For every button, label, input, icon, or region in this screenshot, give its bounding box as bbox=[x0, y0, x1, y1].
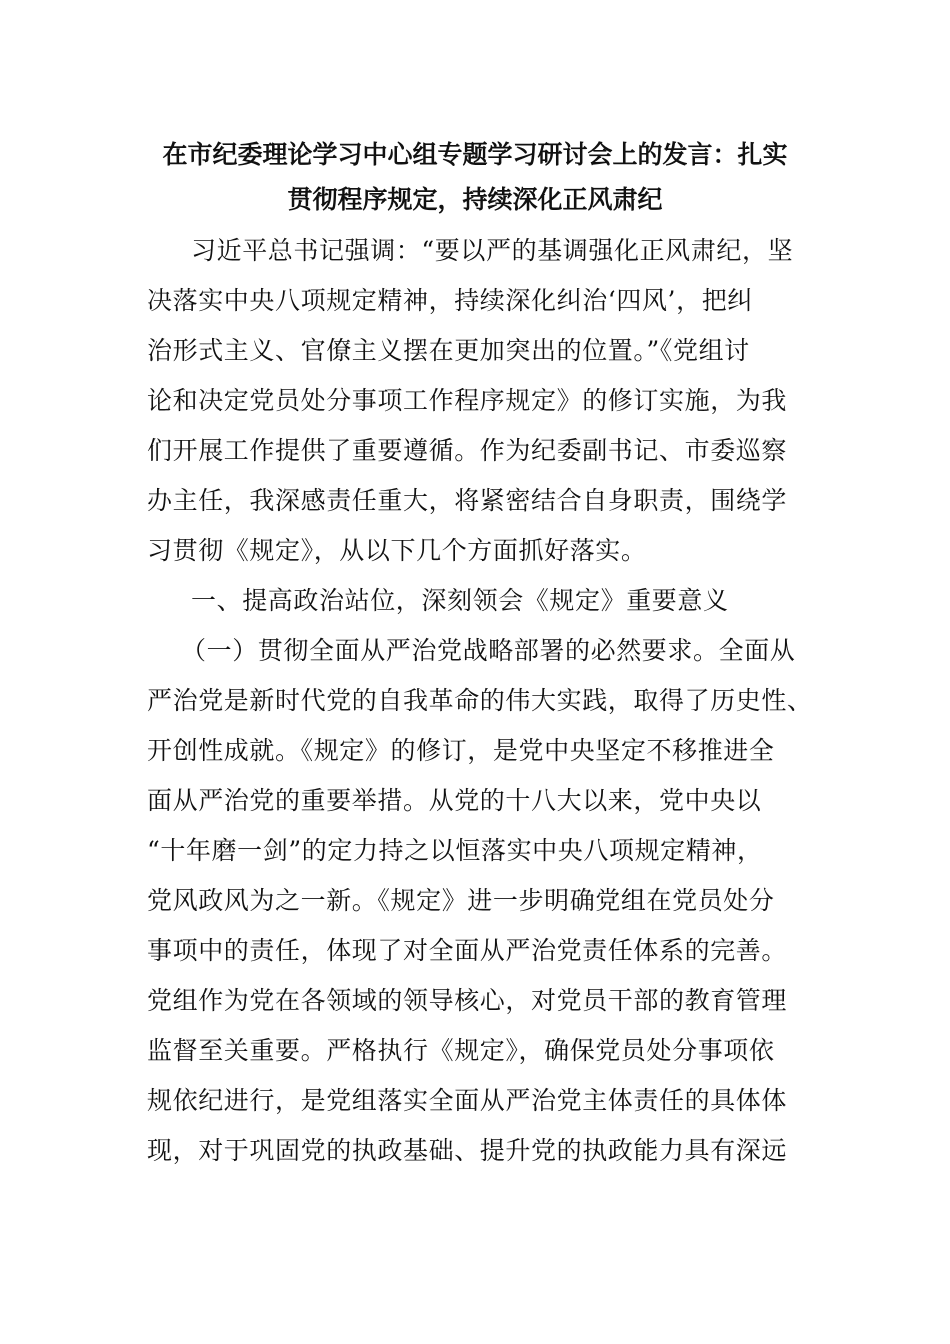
paragraph-line: 规依纪进行，是党组落实全面从严治党主体责任的具体体 bbox=[147, 1086, 788, 1115]
paragraph-line: 监督至关重要。严格执行《规定》，确保党员处分事项依 bbox=[147, 1036, 775, 1065]
paragraph-line: 严治党是新时代党的自我革命的伟大实践，取得了历史性、 bbox=[147, 686, 813, 715]
paragraph-line: 党风政风为之一新。《规定》进一步明确党组在党员处分 bbox=[147, 886, 775, 915]
paragraph-line: 习贯彻《规定》，从以下几个方面抓好落实。 bbox=[147, 536, 647, 565]
document-title-line-1: 在市纪委理论学习中心组专题学习研讨会上的发言：扎实 bbox=[162, 140, 788, 169]
paragraph-line: 治形式主义、官僚主义摆在更加突出的位置。”《党组讨 bbox=[147, 336, 750, 365]
paragraph-line: 们开展工作提供了重要遵循。作为纪委副书记、市委巡察 bbox=[147, 436, 788, 465]
paragraph-line: 决落实中央八项规定精神，持续深化纠治‘四风’，把纠 bbox=[147, 286, 753, 315]
document-body bbox=[147, 226, 817, 1176]
paragraph-line: 习近平总书记强调：“要以严的基调强化正风肃纪，坚 bbox=[191, 236, 794, 265]
paragraph-line: 论和决定党员处分事项工作程序规定》的修订实施，为我 bbox=[147, 386, 788, 415]
paragraph-line: 事项中的责任，体现了对全面从严治党责任体系的完善。 bbox=[147, 936, 788, 965]
paragraph-line: 办主任，我深感责任重大，将紧密结合自身职责，围绕学 bbox=[147, 486, 788, 515]
paragraph-line: 开创性成就。《规定》的修订，是党中央坚定不移推进全 bbox=[147, 736, 775, 765]
subsection-heading-line: （一）贯彻全面从严治党战略部署的必然要求。全面从 bbox=[181, 636, 796, 665]
paragraph-line: “十年磨一剑”的定力持之以恒落实中央八项规定精神， bbox=[147, 836, 763, 865]
paragraph-line: 现，对于巩固党的执政基础、提升党的执政能力具有深远 bbox=[147, 1136, 788, 1165]
paragraph-line: 面从严治党的重要举措。从党的十八大以来，党中央以 bbox=[147, 786, 762, 815]
paragraph-line: 党组作为党在各领域的领导核心，对党员干部的教育管理 bbox=[147, 986, 788, 1015]
document-title-line-2: 贯彻程序规定，持续深化正风肃纪 bbox=[287, 185, 663, 214]
section-heading: 一、提高政治站位，深刻领会《规定》重要意义 bbox=[191, 586, 729, 615]
